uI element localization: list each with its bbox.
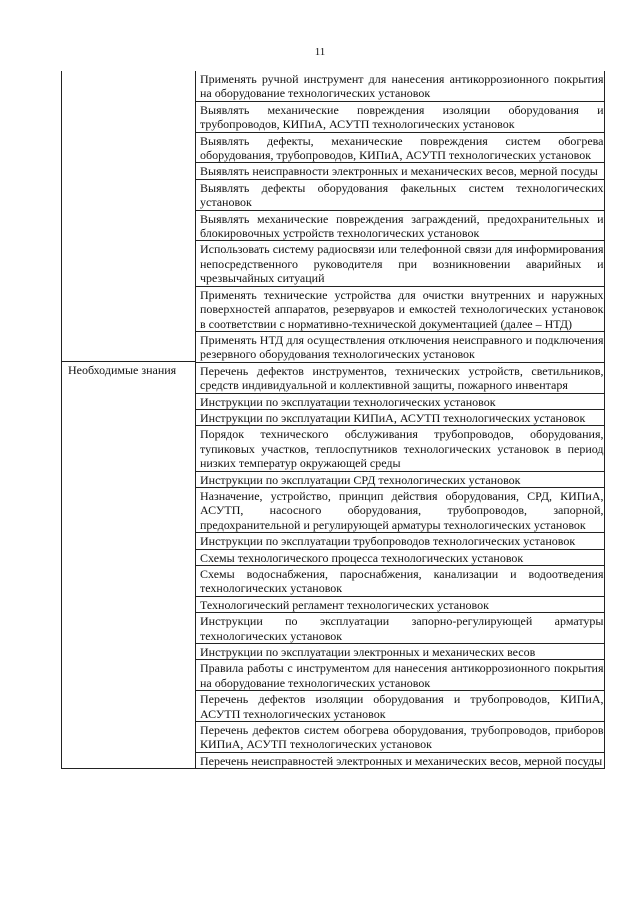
list-item: Инструкции по эксплуатации трубопроводов технологических установок (196, 532, 605, 548)
list-item: Выявлять дефекты, механические повреждения систем обогрева оборудования, трубопроводов, КИПиА, АСУТП технологических установок (196, 132, 605, 163)
list-item: Схемы водоснабжения, пароснабжения, канализации и водоотведения технологических установок (196, 565, 605, 596)
list-item: Использовать систему радиосвязи или телефонной связи для информирования непосредственного руководителя при возникновении аварийных и чрезвычайных ситуаций (196, 240, 605, 285)
list-item: Перечень дефектов изоляции оборудования и трубопроводов, КИПиА, АСУТП технологических установок (196, 690, 605, 721)
requirements-table (61, 71, 605, 769)
list-item: Инструкции по эксплуатации электронных и механических весов (196, 643, 605, 659)
list-item: Схемы технологического процесса технологических установок (196, 549, 605, 565)
list-item: Применять НТД для осуществления отключения неисправного и подключения резервного оборудования технологических установок (196, 331, 605, 362)
list-item: Инструкции по эксплуатации СРД технологических установок (196, 471, 605, 487)
list-item: Инструкции по эксплуатации запорно-регулирующей арматуры технологических установок (196, 612, 605, 643)
section-label-skills (62, 71, 196, 362)
list-item: Технологический регламент технологических установок (196, 596, 605, 612)
list-item: Выявлять механические повреждения заграждений, предохранительных и блокировочных устройств технологических установок (196, 210, 605, 241)
list-item: Перечень неисправностей электронных и механических весов, мерной посуды (196, 752, 605, 768)
list-item: Применять технические устройства для очистки внутренних и наружных поверхностей аппаратов, резервуаров и емкостей технологических установок в соответствии с нормативно-технической документацией (далее – НТД) (196, 286, 605, 331)
list-item: Выявлять дефекты оборудования факельных систем технологических установок (196, 179, 605, 210)
table-row-skills (62, 71, 605, 362)
list-item: Перечень дефектов инструментов, технических устройств, светильников, средств индивидуальной и коллективной защиты, пожарного инвентаря (196, 362, 605, 393)
list-item: Инструкции по эксплуатации КИПиА, АСУТП технологических установок (196, 409, 605, 425)
list-item: Выявлять механические повреждения изоляции оборудования и трубопроводов, КИПиА, АСУТП технологических установок (196, 101, 605, 132)
page-number: 11 (314, 46, 326, 58)
knowledge-list (196, 362, 605, 769)
table-row-knowledge (62, 362, 605, 769)
section-label-knowledge: Необходимые знания (62, 362, 196, 769)
skills-list (196, 71, 605, 362)
list-item: Инструкции по эксплуатации технологических установок (196, 393, 605, 409)
list-item: Правила работы с инструментом для нанесения антикоррозионного покрытия на оборудование технологических установок (196, 659, 605, 690)
list-item: Выявлять неисправности электронных и механических весов, мерной посуды (196, 162, 605, 178)
list-item: Назначение, устройство, принцип действия оборудования, СРД, КИПиА, АСУТП, насосного оборудования, трубопроводов, запорной, предохранительной и регулирующей арматуры технологических установок (196, 487, 605, 532)
list-item: Порядок технического обслуживания трубопроводов, оборудования, тупиковых участков, теплоспутников технологических установок в период низких температур окружающей среды (196, 425, 605, 470)
list-item: Применять ручной инструмент для нанесения антикоррозионного покрытия на оборудование технологических установок (196, 71, 605, 101)
list-item: Перечень дефектов систем обогрева оборудования, трубопроводов, приборов КИПиА, АСУТП технологических установок (196, 721, 605, 752)
